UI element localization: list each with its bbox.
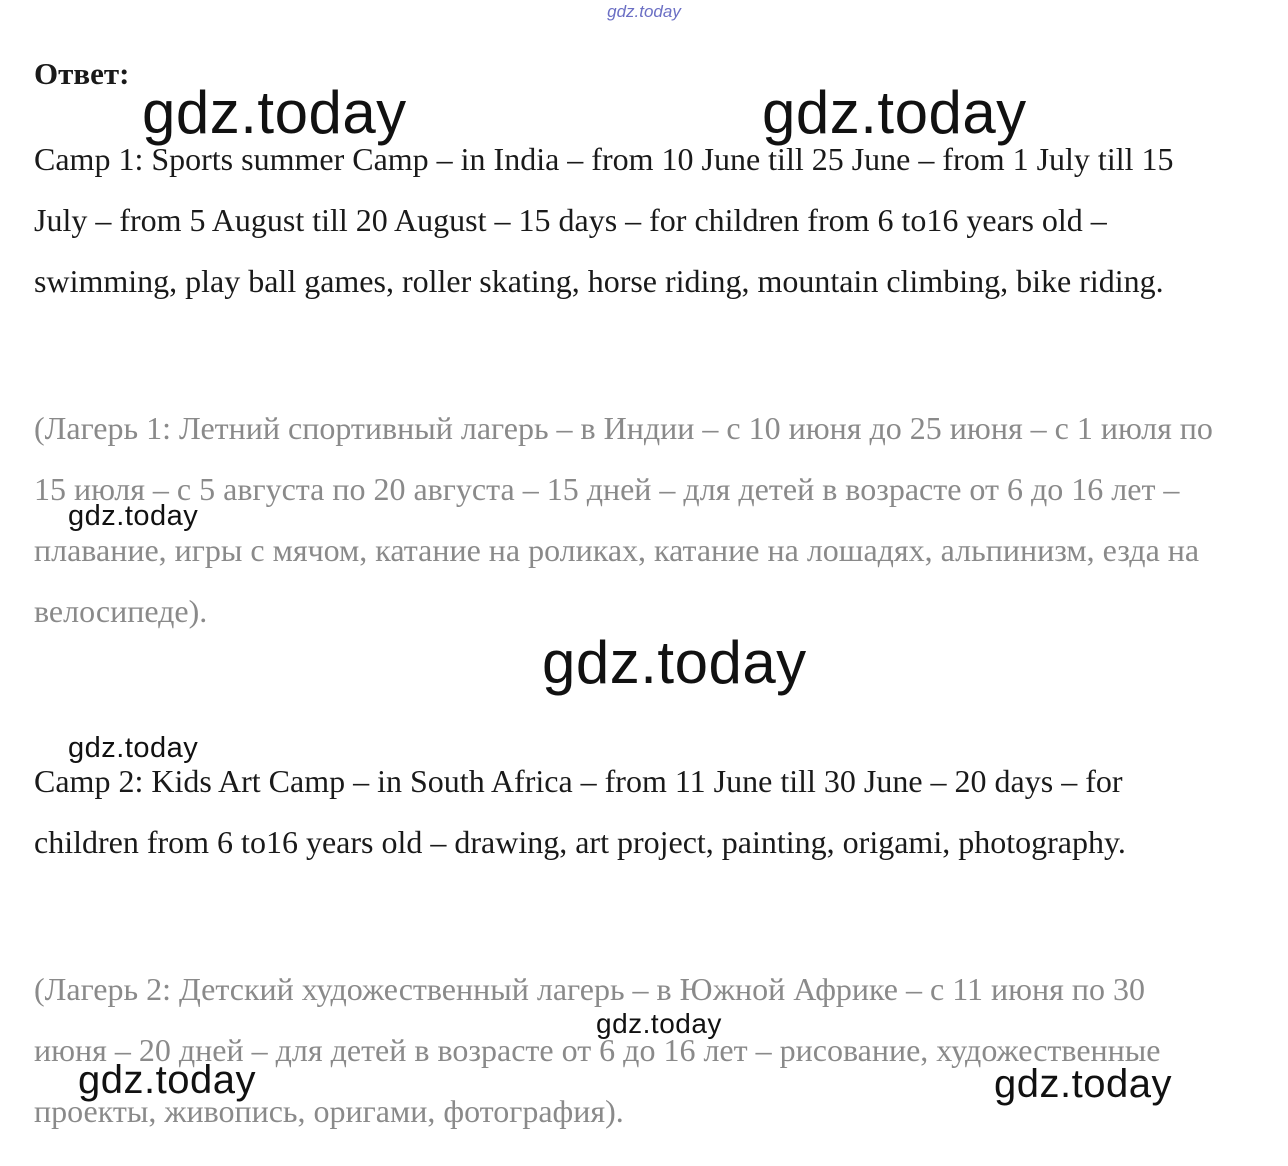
watermark-2: gdz.today [762, 79, 1027, 146]
camp2-english-text: Camp 2: Kids Art Camp – in South Africa – from 11 June till 30 June – 20 days – for children from 6 to16 years old – drawing, art project, painting, origami, photography. [34, 763, 1126, 860]
answer-label: Ответ: [34, 56, 130, 91]
watermark-5: gdz.today [68, 732, 199, 764]
camp2-russian-translation: (Лагерь 2: Детский художественный лагерь – в Южной Африке – с 11 июня по 30 июня – 20 дней – для детей в возрасте от 6 до 16 лет – рисование, художественные проекты, живопись, оригами, фотография). [34, 971, 1161, 1129]
watermark-8: gdz.today [994, 1062, 1172, 1106]
watermark-7: gdz.today [78, 1058, 256, 1102]
watermark-3: gdz.today [68, 500, 199, 532]
watermark-6: gdz.today [596, 1008, 722, 1039]
camp1-english-text: Camp 1: Sports summer Camp – in India – from 10 June till 25 June – from 1 July till 15 July – from 5 August till 20 August – 15 days – for children from 6 to16 years old – swimming, play ball games, roller skating, horse riding, mountain climbing, bike riding. [34, 141, 1174, 299]
camp1-russian-translation: (Лагерь 1: Летний спортивный лагерь – в Индии – с 10 июня до 25 июня – с 1 июля по 15 июля – с 5 августа по 20 августа – 15 дней – для детей в возрасте от 6 до 16 лет – плавание, игры с мячом, катание на роликах, катание на лошадях, альпинизм, езда на велосипеде). [34, 410, 1213, 629]
top-watermark: gdz.today [607, 2, 681, 21]
watermark-1: gdz.today [142, 79, 407, 146]
watermark-4: gdz.today [542, 629, 807, 696]
